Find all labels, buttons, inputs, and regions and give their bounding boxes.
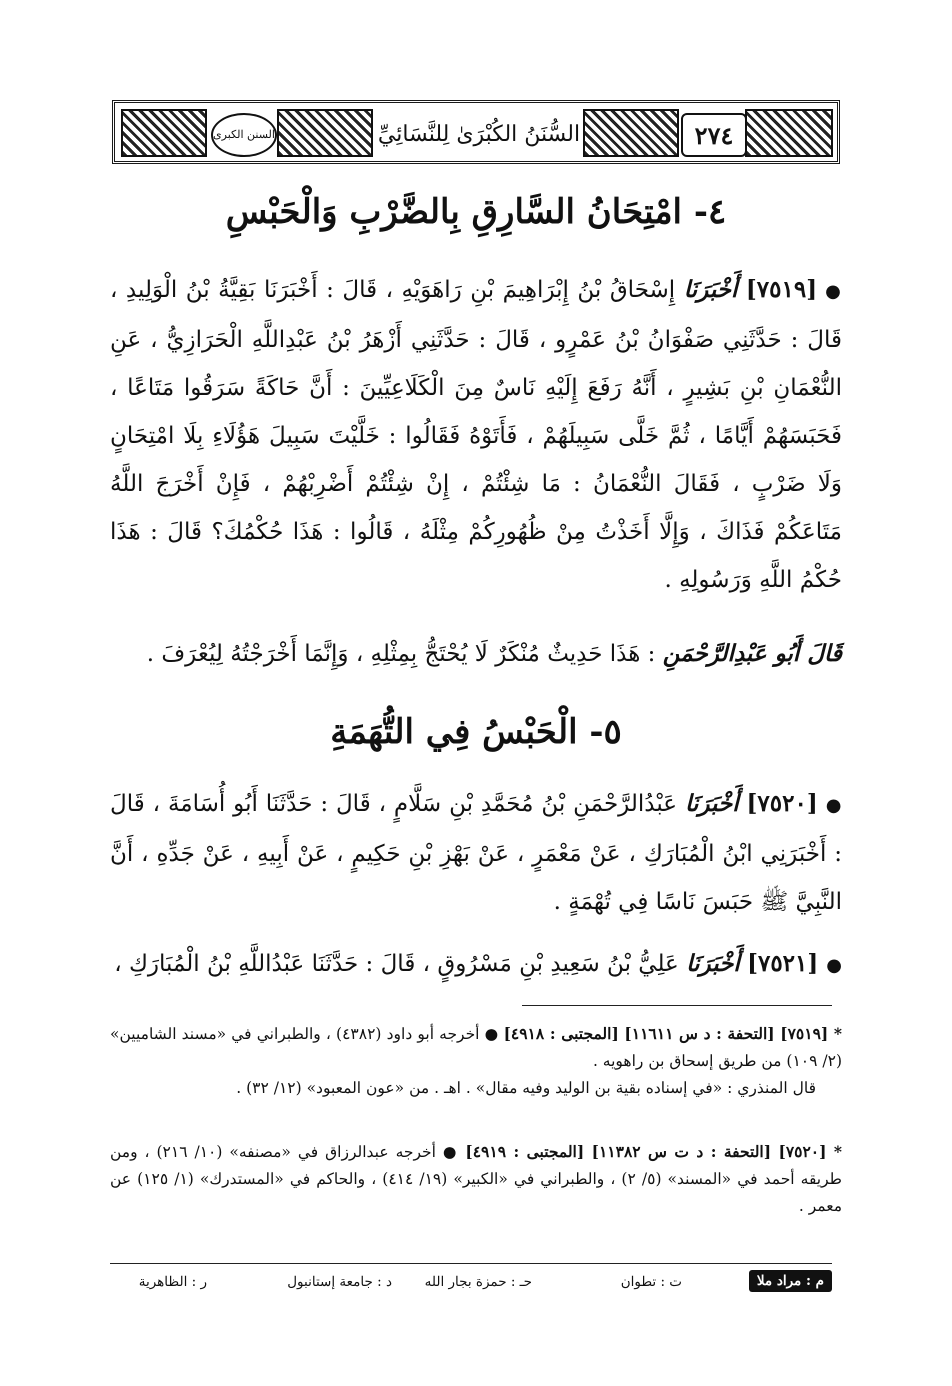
hadith-text: عَلِيُّ بْنُ سَعِيدِ بْنِ مَسْرُوقٍ ، قَالَ : حَدَّثَنَا عَبْدُاللَّهِ بْنُ الْمُبَارَكِ ، [114, 951, 679, 977]
book-emblem-label: السنن الكبرى [213, 128, 275, 142]
manuscript-item: ر : الظاهرية [138, 1274, 207, 1290]
footnote-reference: * [٧٥٢٠] [التحفة : د ت س ١١٣٨٢] [المجتبى : ٤٩١٩] [465, 1142, 843, 1161]
hadith-7521 [110, 940, 842, 990]
bottom-divider [110, 1263, 832, 1264]
section-title-5: ٥- الْحَبْسُ فِي التُّهَمَةِ [330, 712, 622, 752]
footnote-text: ● أخرجه عبدالرزاق في «مصنفه» (١٠/ ٢١٦) ، ومن طريقه أحمد في «المسند» (٥/ ٢) ، والطبراني في «الكبير» (١٩/ ٤١٤) ، والحاكم في «المستدرك» (١/ ١٢٥) عن معمر . [110, 1143, 843, 1215]
ornament-left [121, 109, 207, 157]
footnote-7520 [110, 1138, 842, 1220]
footnote-divider [522, 1005, 832, 1006]
hadith-7520 [110, 780, 842, 926]
credit-badge: م : مراد ملا [749, 1270, 832, 1292]
footnote-note: قال المنذري : «في إسناده بقية بن الوليد وفيه مقال» . اهـ . من «عون المعبود» (١٢/ ٣٢) . [236, 1079, 816, 1097]
ornament-center-right [583, 109, 679, 157]
hadith-text: إِسْحَاقُ بْنُ إِبْرَاهِيمَ بْنِ رَاهَوَيْهِ ، قَالَ : أَخْبَرَنَا بَقِيَّةُ بْنُ الْوَلِيدِ ، قَالَ : حَدَّثَنِي صَفْوَانُ بْنُ عَمْرٍو ، قَالَ : حَدَّثَنِي أَزْهَرُ بْنُ عَبْدِاللَّهِ الْحَرَازِيُّ ، عَنِ النُّعْمَانِ بْنِ بَشِيرٍ ، أَنَّهُ رَفَعَ إِلَيْهِ نَاسٌ مِنَ الْكَلَاعِيِّينَ : أَنَّ حَاكَةً سَرَقُوا مَتَاعًا ، فَحَبَسَهُمْ أَيَّامًا ، ثُمَّ خَلَّى سَبِيلَهُمْ ، فَأَتَوْهُ فَقَالُوا : خَلَّيْتَ سَبِيلَ هَؤُلَاءِ بِلَا امْتِحَانٍ وَلَا ضَرْبٍ ، فَقَالَ النُّعْمَانُ : مَا شِئْتُمْ ، إِنْ شِئْتُمْ أَضْرِبْهُمْ ، فَإِنْ أَخْرَجَ اللَّهُ مَتَاعَكُمْ فَذَاكَ ، وَإِلَّا أَخَذْتُ مِنْ ظُهُورِكُمْ مِثْلَهُ ، قَالُوا : هَذَا حُكْمُكَ؟ قَالَ : هَذَا حُكْمُ اللَّهِ وَرَسُولِهِ . [110, 277, 842, 593]
author-commentary [110, 640, 842, 667]
hadith-text: عَبْدُالرَّحْمَنِ بْنُ مُحَمَّدِ بْنِ سَلَّامٍ ، قَالَ : حَدَّثَنَا أَبُو أُسَامَةَ ، قَالَ : أَخْبَرَنِي ابْنُ الْمُبَارَكِ ، عَنْ مَعْمَرٍ ، عَنْ بَهْزِ بْنِ حَكِيمٍ ، عَنْ أَبِيهِ ، عَنْ جَدِّهِ ، أَنَّ النَّبِيَّ ﷺ حَبَسَ نَاسًا فِي تُهْمَةٍ . [110, 791, 842, 915]
akhbarana-word: أَخْبَرَنَا [686, 950, 740, 977]
commentary-text: : هَذَا حَدِيثٌ مُنْكَرٌ لَا يُحْتَجُّ بِمِثْلِهِ ، وَإِنَّمَا أَخْرَجْتُهُ لِيُعْرَفَ . [146, 641, 656, 667]
page-number: ٢٧٤ [681, 113, 747, 157]
ornament-right [745, 109, 833, 157]
manuscript-item: ت : تطوان [620, 1274, 682, 1290]
footnote-reference: * [٧٥١٩] [التحفة : د س ١١٦١١] [المجتبى : ٤٩١٨] [503, 1024, 842, 1043]
hadith-number: [٧٥٢٠] [746, 790, 818, 817]
page-header [112, 100, 840, 164]
commentary-speaker: قَالَ أَبُو عَبْدِالرَّحْمَنِ [662, 640, 842, 667]
akhbarana-word: أَخْبَرَنَا [684, 790, 739, 817]
ornament-center-left [277, 109, 373, 157]
section-title-4: ٤- امْتِحَانُ السَّارِقِ بِالضَّرْبِ وَالْحَبْسِ [225, 192, 727, 232]
bullet-icon: ● [825, 281, 842, 302]
book-title: السُّنَنُ الكُبْرَىٰ لِلنَّسَائِيِّ [377, 121, 581, 147]
footnote-7519 [110, 1020, 842, 1102]
book-emblem [211, 113, 277, 157]
bullet-icon: ● [826, 955, 842, 976]
akhbarana-word: أَخْبَرَنَا [683, 276, 738, 303]
hadith-number: [٧٥٢١] [747, 950, 819, 977]
manuscript-item: د : جامعة إستانبول [287, 1274, 392, 1290]
bullet-icon: ● [825, 795, 843, 816]
hadith-number: [٧٥١٩] [745, 276, 818, 303]
manuscript-item: حـ : حمزة بجار الله [424, 1274, 532, 1290]
hadith-7519 [110, 266, 842, 604]
footnote-text: ● أخرجه أبو داود (٤٣٨٢) ، والطبراني في «مسند الشاميين» (٢/ ١٠٩) من طريق إسحاق بن راهويه . [110, 1025, 842, 1070]
manuscript-key [110, 1268, 832, 1298]
